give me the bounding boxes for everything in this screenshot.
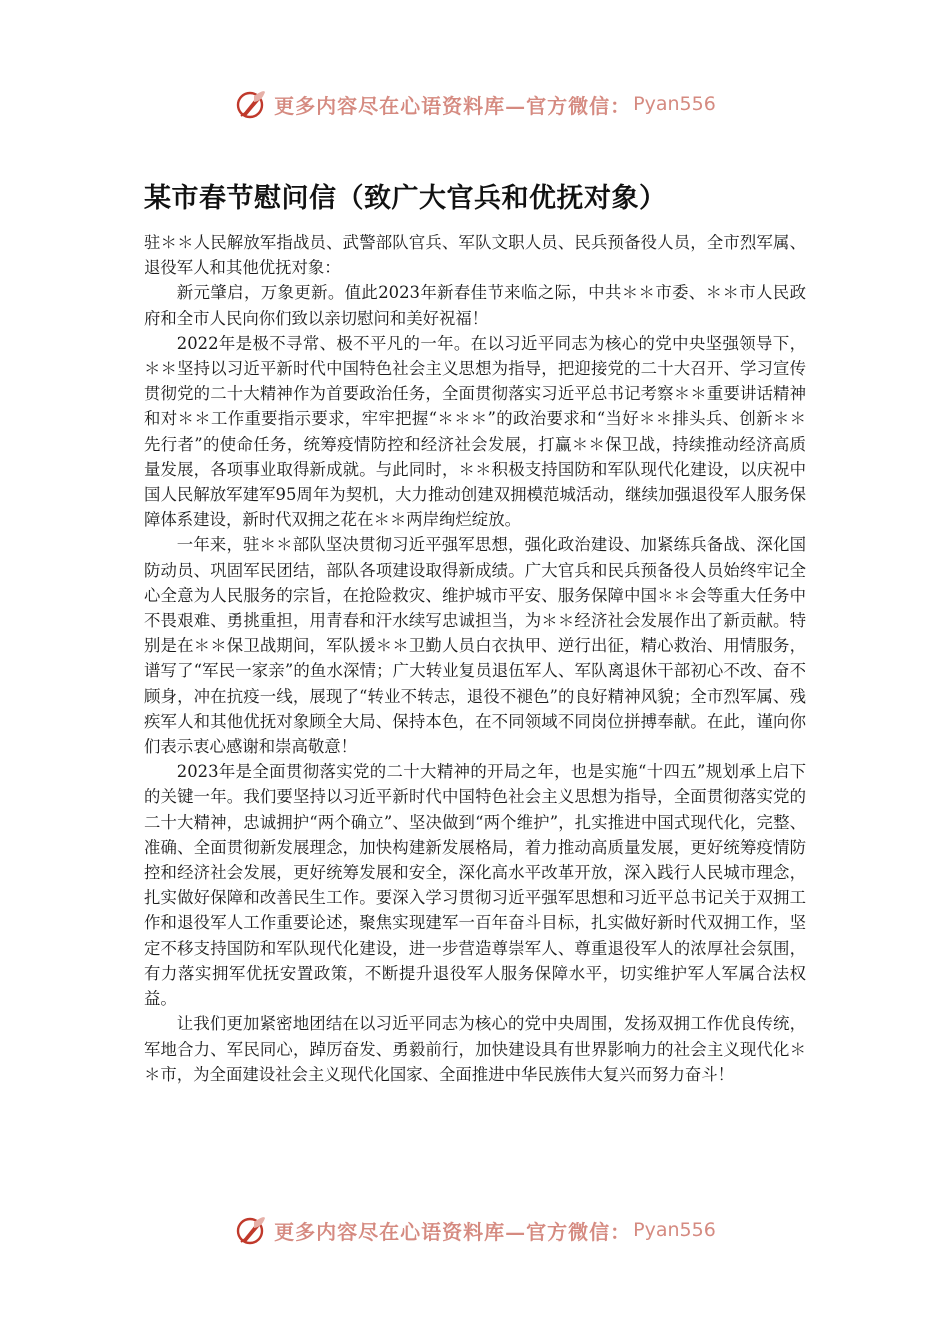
header-banner: [0, 84, 950, 124]
paragraph: 让我们更加紧密地团结在以习近平同志为核心的党中央周围，发扬双拥工作优良传统，军地合力、军民同心，踔厉奋发、勇毅前行，加快建设具有世界影响力的社会主义现代化＊＊市，为全面建设社会主义现代化国家、全面推进中华民族伟大复兴而努力奋斗！: [144, 1014, 806, 1084]
paragraph: 2022年是极不寻常、极不平凡的一年。在以习近平同志为核心的党中央坚强领导下，＊＊坚持以习近平新时代中国特色社会主义思想为指导，把迎接党的二十大召开、学习宣传贯彻党的二十大精神作为首要政治任务，全面贯彻落实习近平总书记考察＊＊重要讲话精神和对＊＊工作重要指示要求，牢牢把握“＊＊＊”的政治要求和“当好＊＊排头兵、创新＊＊先行者”的使命任务，统筹疫情防控和经济社会发展，打赢＊＊保卫战，持续推动经济高质量发展，各项事业取得新成就。与此同时，＊＊积极支持国防和军队现代化建设，以庆祝中国人民解放军建军95周年为契机，大力推动创建双拥模范城活动，继续加强退役军人服务保障体系建设，新时代双拥之花在＊＊两岸绚烂绽放。: [144, 333, 806, 530]
banner-wechat-id: Pyan556: [633, 93, 716, 115]
paragraph: 新元肇启，万象更新。值此2023年新春佳节来临之际，中共＊＊市委、＊＊市人民政府和全市人民向你们致以亲切慰问和美好祝福！: [144, 283, 806, 328]
footer-banner: [0, 1210, 950, 1250]
quill-pen-logo-icon: [234, 87, 268, 121]
banner-text: 更多内容尽在心语资料库—官方微信：: [274, 1219, 632, 1244]
quill-pen-logo-icon: [234, 1213, 268, 1247]
document-title: 某市春节慰问信（致广大官兵和优抚对象）: [144, 183, 667, 214]
paragraph: 一年来，驻＊＊部队坚决贯彻习近平强军思想，强化政治建设、加紧练兵备战、深化国防动员、巩固军民团结，部队各项建设取得新成绩。广大官兵和民兵预备役人员始终牢记全心全意为人民服务的宗旨，在抢险救灾、维护城市平安、服务保障中国＊＊会等重大任务中不畏艰难、勇挑重担，用青春和汗水续写忠诚担当，为＊＊经济社会发展作出了新贡献。特别是在＊＊保卫战期间，军队援＊＊卫勤人员白衣执甲、逆行出征，精心救治、用情服务，谱写了“军民一家亲”的鱼水深情；广大转业复员退伍军人、军队离退休干部初心不改、奋不顾身，冲在抗疫一线，展现了“转业不转志，退役不褪色”的良好精神风貌；全市烈军属、残疾军人和其他优抚对象顾全大局、保持本色，在不同领域不同岗位拼搏奉献。在此，谨向你们表示衷心感谢和崇高敬意！: [144, 535, 806, 757]
salutation: 驻＊＊人民解放军指战员、武警部队官兵、军队文职人员、民兵预备役人员，全市烈军属、退役军人和其他优抚对象：: [144, 233, 806, 278]
banner-text: 更多内容尽在心语资料库—官方微信：: [274, 93, 632, 118]
banner-wechat-id: Pyan556: [633, 1219, 716, 1241]
paragraph: 2023年是全面贯彻落实党的二十大精神的开局之年，也是实施“十四五”规划承上启下的关键一年。我们要坚持以习近平新时代中国特色社会主义思想为指导，全面贯彻落实党的二十大精神，忠诚拥护“两个确立”、坚决做到“两个维护”，扎实推进中国式现代化，完整、准确、全面贯彻新发展理念，加快构建新发展格局，着力推动高质量发展，更好统筹疫情防控和经济社会发展，更好统筹发展和安全，深化高水平改革开放，深入践行人民城市理念，扎实做好保障和改善民生工作。要深入学习贯彻习近平强军思想和习近平总书记关于双拥工作和退役军人工作重要论述，聚焦实现建军一百年奋斗目标，扎实做好新时代双拥工作，坚定不移支持国防和军队现代化建设，进一步营造尊崇军人、尊重退役军人的浓厚社会氛围，有力落实拥军优抚安置政策，不断提升退役军人服务保障水平，切实维护军人军属合法权益。: [144, 762, 806, 1009]
document-body: [144, 230, 806, 1087]
